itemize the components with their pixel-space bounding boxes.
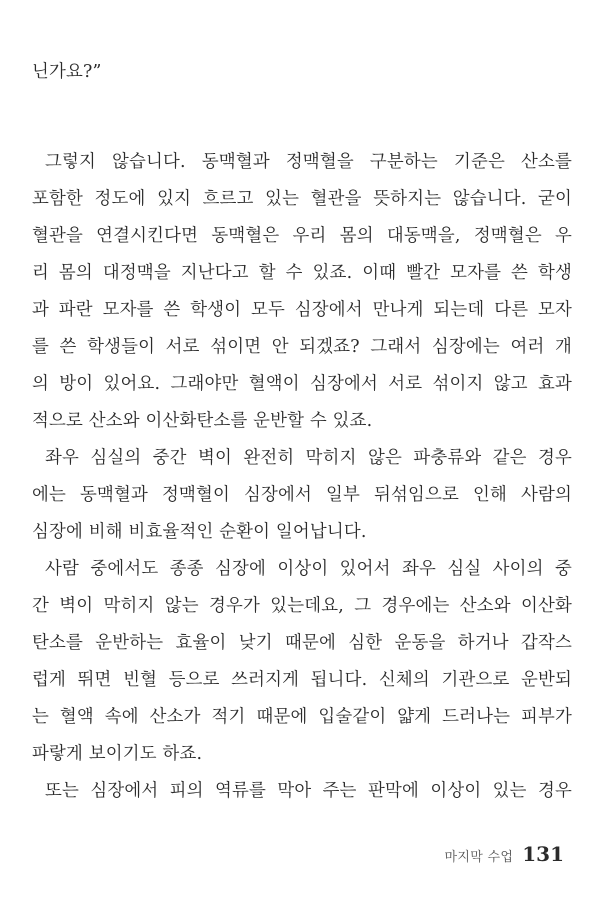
text-line: 심장에 비해 비효율적인 순환이 일어납니다. — [32, 522, 367, 542]
running-footer-title: 마지막 수업 — [444, 850, 514, 865]
page-number: 131 — [522, 842, 564, 866]
text-line: 간 벽이 막히지 않는 경우가 있는데요, 그 경우에는 산소와 이산화 — [32, 596, 572, 616]
text-line: 럽게 뛰면 빈혈 등으로 쓰러지게 됩니다. 신체의 기관으로 운반되 — [32, 670, 572, 690]
text-line: 적으로 산소와 이산화탄소를 운반할 수 있죠. — [32, 411, 373, 431]
text-line: 의 방이 있어요. 그래야만 혈액이 심장에서 서로 섞이지 않고 효과 — [32, 374, 572, 394]
text-line: 좌우 심실의 중간 벽이 완전히 막히지 않은 파충류와 같은 경우 — [45, 448, 572, 468]
text-line: 에는 동맥혈과 정맥혈이 심장에서 일부 뒤섞임으로 인해 사람의 — [32, 485, 572, 505]
text-line: 또는 심장에서 피의 역류를 막아 주는 판막에 이상이 있는 경우 — [45, 781, 572, 801]
paragraph-gap — [32, 91, 572, 144]
text-line: 는 혈액 속에 산소가 적기 때문에 입술같이 얇게 드러나는 피부가 — [32, 707, 572, 727]
text-line: 그렇지 않습니다. 동맥혈과 정맥혈을 구분하는 기준은 산소를 — [45, 152, 572, 172]
text-line: 파랗게 보이기도 하죠. — [32, 744, 203, 764]
text-line: 를 쓴 학생들이 서로 섞이면 안 되겠죠? 그래서 심장에는 여러 개 — [32, 337, 572, 357]
text-line: 사람 중에서도 종종 심장에 이상이 있어서 좌우 심실 사이의 중 — [45, 559, 572, 579]
page-body-text — [32, 54, 572, 810]
text-line: 포함한 정도에 있지 흐르고 있는 혈관을 뜻하지는 않습니다. 굳이 — [32, 189, 572, 209]
text-line: 리 몸의 대정맥을 지난다고 할 수 있죠. 이때 빨간 모자를 쓴 학생 — [32, 263, 572, 283]
text-line: 탄소를 운반하는 효율이 낮기 때문에 심한 운동을 하거나 갑작스 — [32, 633, 572, 653]
page-footer — [445, 842, 564, 866]
text-line: 과 파란 모자를 쓴 학생이 모두 심장에서 만나게 되는데 다른 모자 — [32, 300, 572, 320]
text-line: 닌가요?” — [32, 62, 102, 82]
text-line: 혈관을 연결시킨다면 동맥혈은 우리 몸의 대동맥을, 정맥혈은 우 — [32, 226, 572, 246]
